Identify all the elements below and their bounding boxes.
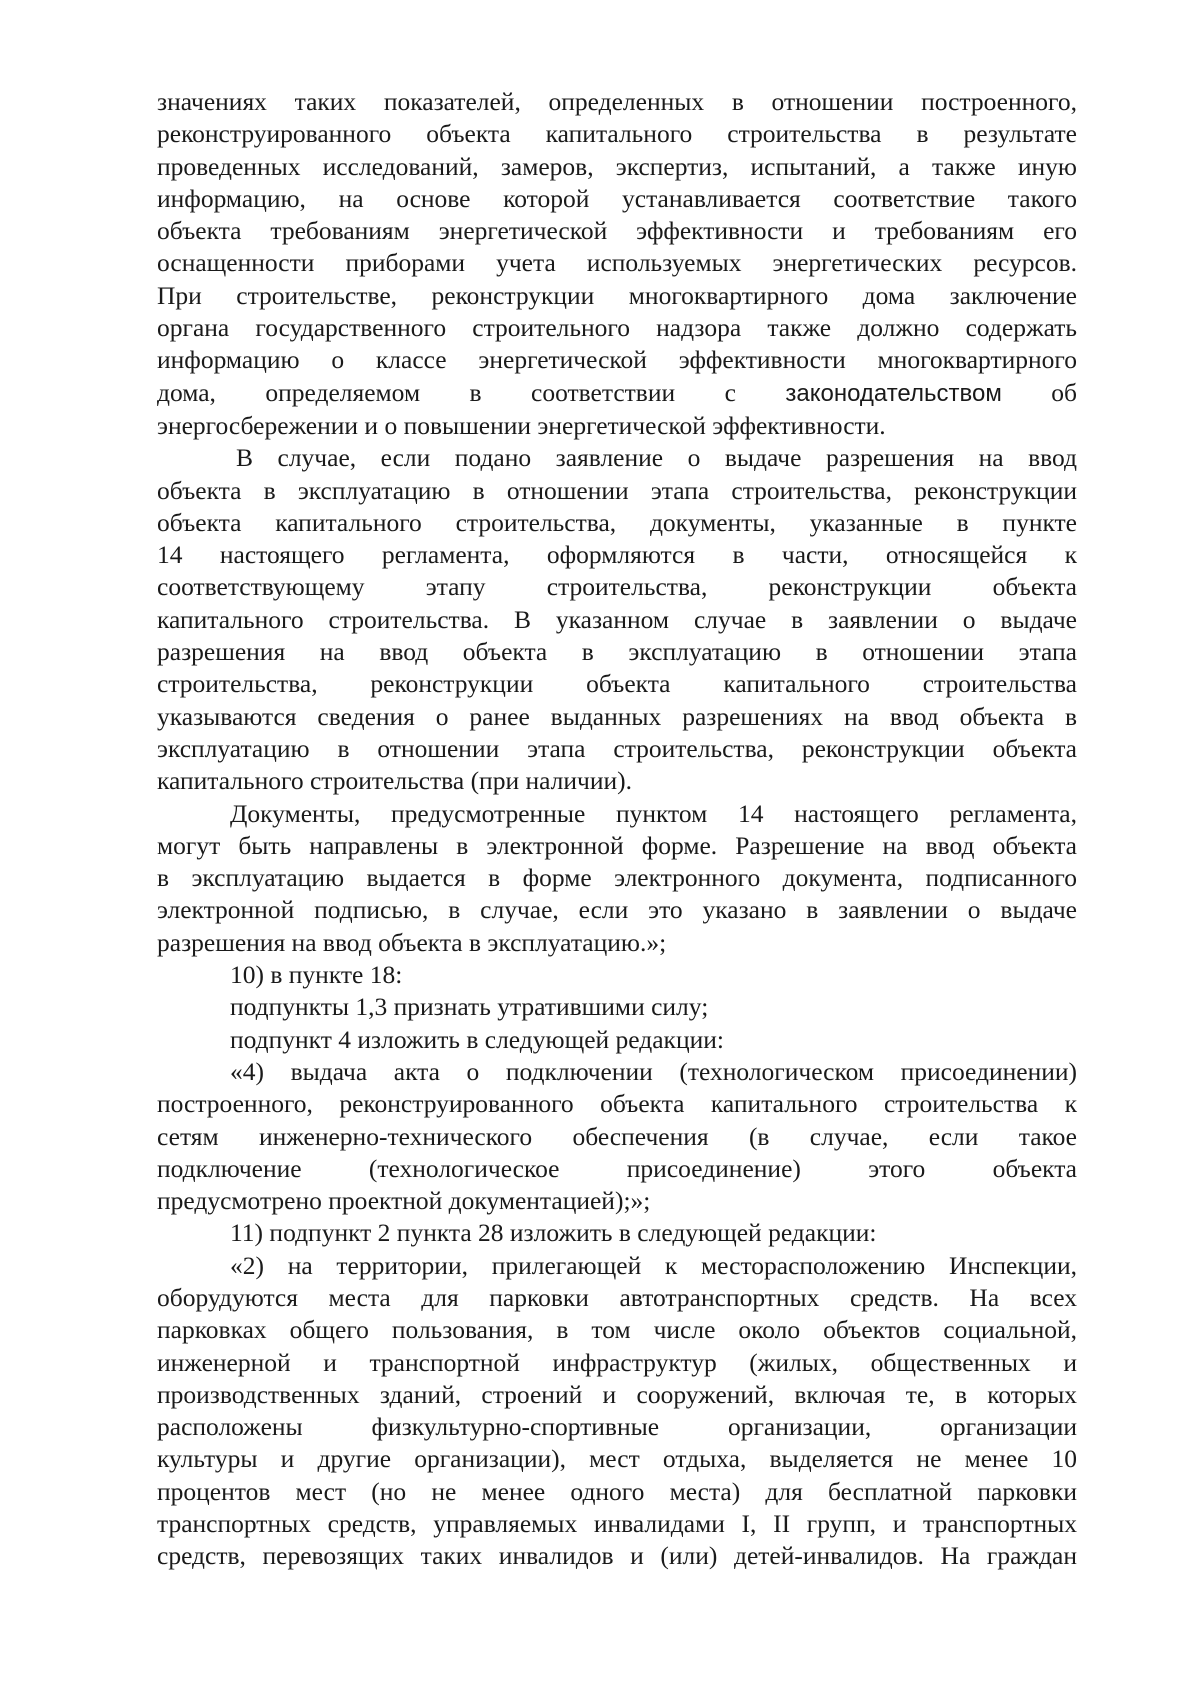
text-line: значениях таких показателей, определенных в отношении построенного, [157, 87, 1077, 116]
text-line-last: энергосбережении и о повышении энергетической эффективности. [157, 410, 886, 440]
mixed-line-sans-part: законодательством [785, 379, 1002, 407]
text-line: культуры и другие организации), мест отдыха, выделяется не менее 10 [157, 1444, 1077, 1474]
paragraph-parking [157, 1250, 1077, 1573]
mixed-line-serif-part: дома, определяемом в соответствии с [157, 377, 736, 407]
text-line: информацию, на основе которой устанавливается соответствие такого [157, 183, 1077, 213]
text-line: сетям инженерно-технического обеспечения (в случае, если такое [157, 1121, 1077, 1151]
text-line-indented: подпункт 4 изложить в следующей редакции: [230, 1024, 724, 1054]
text-line-indented: подпункты 1,3 признать утратившими силу; [230, 992, 709, 1022]
text-line-indented: Документы, предусмотренные пунктом 14 настоящего регламента, [230, 798, 1077, 828]
paragraph-electronic-documents [157, 798, 1077, 959]
paragraph-subitems-void [157, 991, 1077, 1023]
text-line: соответствующему этапу строительства, реконструкции объекта [157, 572, 1077, 602]
text-line: разрешения на ввод объекта в эксплуатацию в отношении этапа [157, 637, 1077, 667]
paragraph-energy-efficiency [157, 86, 1077, 442]
text-line: При строительстве, реконструкции многоквартирного дома заключение [157, 280, 1077, 310]
text-line: производственных зданий, строений и сооружений, включая те, в которых [157, 1379, 1077, 1409]
text-line: строительства, реконструкции объекта капитального строительства [157, 669, 1077, 699]
text-line-indented: «2) на территории, прилегающей к месторасположению Инспекции, [230, 1250, 1077, 1280]
text-line-mixed-font [157, 377, 1077, 410]
text-line: оборудуются места для парковки автотранспортных средств. На всех [157, 1282, 1077, 1312]
text-line: указываются сведения о ранее выданных разрешениях на ввод объекта в [157, 701, 1077, 731]
paragraph-stage-construction [157, 442, 1077, 797]
text-line-last: предусмотрено проектной документацией);»; [157, 1186, 651, 1216]
document-page [157, 86, 1077, 1573]
text-line: расположены физкультурно-спортивные организации, организации [157, 1412, 1077, 1442]
text-line: проведенных исследований, замеров, экспертиз, испытаний, а также иную [157, 151, 1077, 181]
text-line: объекта требованиям энергетической эффективности и требованиям его [157, 216, 1077, 246]
text-line: 14 настоящего регламента, оформляются в части, относящейся к [157, 540, 1077, 570]
mixed-line-serif-tail: об [1051, 377, 1077, 407]
text-line: инженерной и транспортной инфраструктур (жилых, общественных и [157, 1347, 1077, 1377]
text-line: информацию о классе энергетической эффективности многоквартирного [157, 345, 1077, 375]
text-line-last: разрешения на ввод объекта в эксплуатацию.»; [157, 927, 667, 957]
text-line: подключение (технологическое присоединение) этого объекта [157, 1153, 1077, 1183]
text-line: объекта капитального строительства, документы, указанные в пункте [157, 507, 1077, 537]
text-line: парковках общего пользования, в том числе около объектов социальной, [157, 1315, 1077, 1345]
text-line: могут быть направлены в электронной форме. Разрешение на ввод объекта [157, 830, 1077, 860]
text-line-indented: «4) выдача акта о подключении (технологическом присоединении) [230, 1056, 1077, 1086]
text-line: средств, перевозящих таких инвалидов и (или) детей-инвалидов. На граждан [157, 1541, 1077, 1571]
text-line: построенного, реконструированного объекта капитального строительства к [157, 1089, 1077, 1119]
paragraph-item-10 [157, 959, 1077, 991]
text-line: капитального строительства. В указанном случае в заявлении о выдаче [157, 604, 1077, 634]
paragraph-subitem-4-text [157, 1056, 1077, 1217]
text-line: оснащенности приборами учета используемых энергетических ресурсов. [157, 248, 1077, 278]
text-line-last: капитального строительства (при наличии). [157, 766, 633, 796]
text-line: транспортных средств, управляемых инвалидами I, II групп, и транспортных [157, 1509, 1077, 1539]
paragraph-item-11 [157, 1217, 1077, 1249]
text-line-indented: В случае, если подано заявление о выдаче разрешения на ввод [236, 443, 1077, 473]
text-line: электронной подписью, в случае, если это указано в заявлении о выдаче [157, 895, 1077, 925]
text-line: эксплуатацию в отношении этапа строительства, реконструкции объекта [157, 733, 1077, 763]
text-line: процентов мест (но не менее одного места) для бесплатной парковки [157, 1476, 1077, 1506]
text-line: органа государственного строительного надзора также должно содержать [157, 313, 1077, 343]
text-line-indented: 10) в пункте 18: [230, 960, 403, 990]
text-line-indented: 11) подпункт 2 пункта 28 изложить в следующей редакции: [230, 1218, 877, 1248]
text-line: реконструированного объекта капитального строительства в результате [157, 119, 1077, 149]
text-line: в эксплуатацию выдается в форме электронного документа, подписанного [157, 863, 1077, 893]
text-line: объекта в эксплуатацию в отношении этапа строительства, реконструкции [157, 475, 1077, 505]
paragraph-subitem-4-intro [157, 1024, 1077, 1056]
